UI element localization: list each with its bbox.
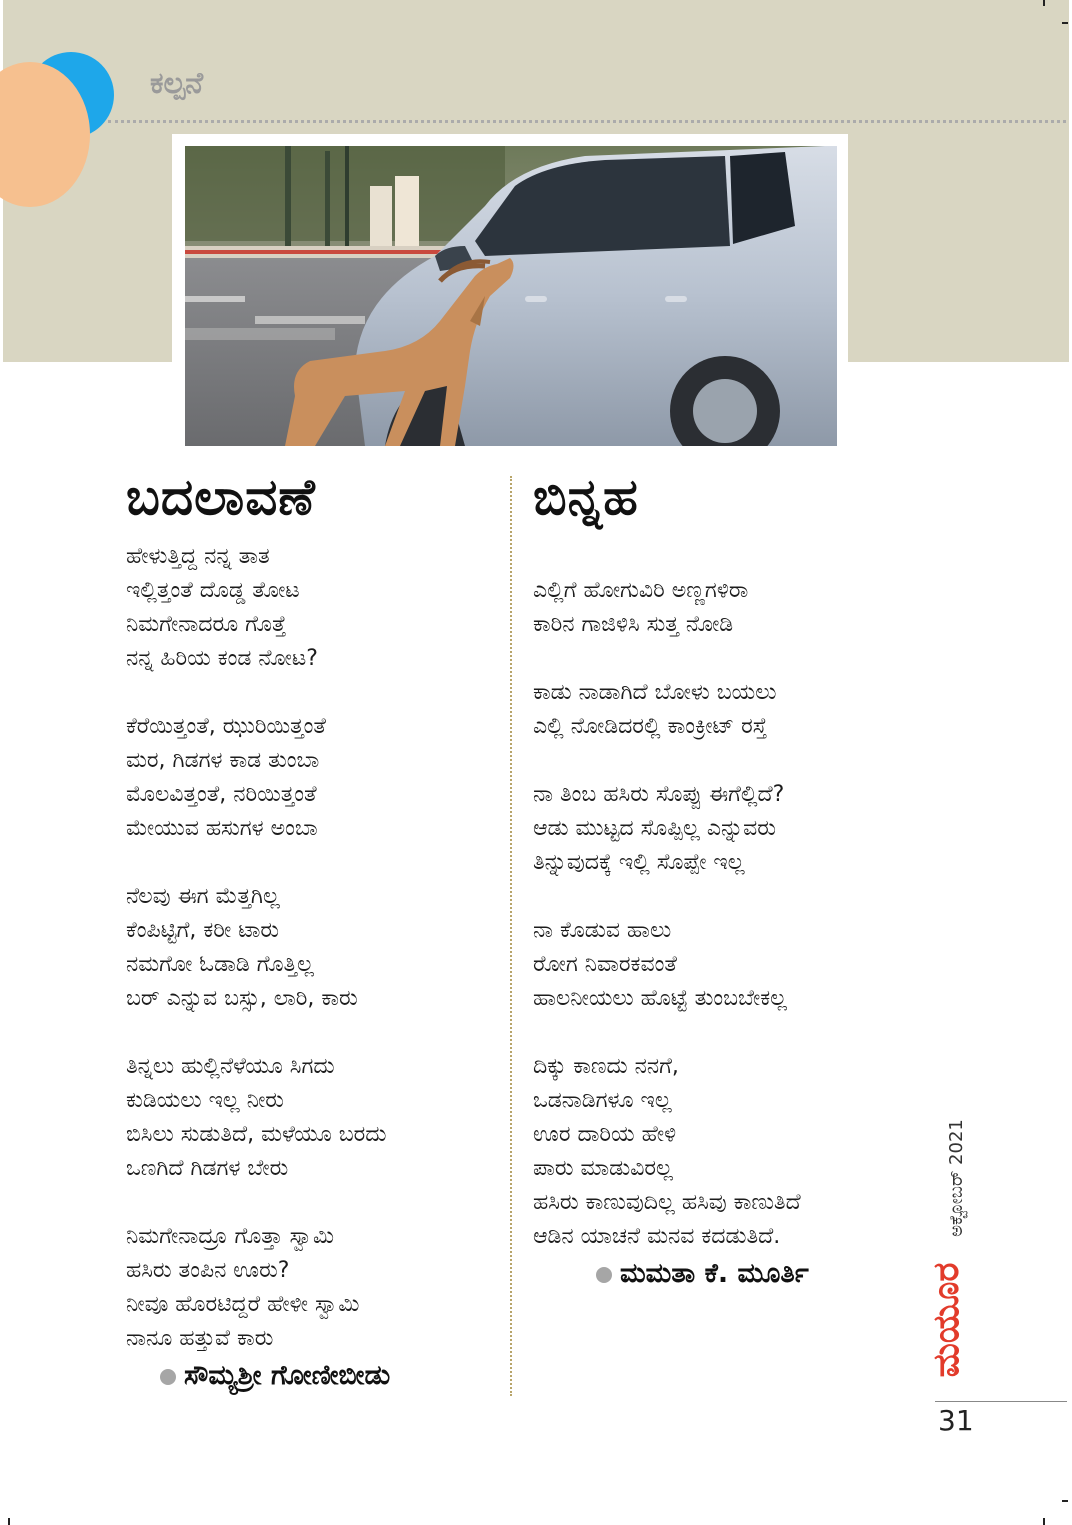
stanza — [126, 1050, 506, 1186]
poem-line: ಎಲ್ಲಿ ನೋಡಿದರಲ್ಲಿ ಕಾಂಕ್ರೀಟ್ ರಸ್ತೆ — [533, 714, 768, 739]
stanza — [126, 880, 506, 1016]
poem-line: ಮೇಯುವ ಹಸುಗಳ ಅಂಬಾ — [126, 816, 318, 841]
poem1-author — [160, 1360, 390, 1392]
poem-line: ಊರ ದಾರಿಯ ಹೇಳಿ — [533, 1122, 677, 1147]
poem-line: ತಿನ್ನಲು ಹುಲ್ಲಿನೆಳೆಯೂ ಸಿಗದು — [126, 1054, 335, 1079]
poem-line: ಇಲ್ಲಿತ್ತಂತೆ ದೊಡ್ಡ ತೋಟ — [126, 578, 300, 603]
poem-line: ನಾ ತಿಂಬ ಹಸಿರು ಸೊಪ್ಪು ಈಗೆಲ್ಲಿದೆ? — [533, 782, 785, 807]
poem-line: ರೋಗ ನಿವಾರಕವಂತೆ — [533, 952, 677, 977]
poem-line: ಹಾಲನೀಯಲು ಹೊಟ್ಟೆ ತುಂಬಬೇಕಲ್ಲ — [533, 986, 787, 1011]
footer-rule — [935, 1401, 1067, 1402]
poem2-author-name: ಮಮತಾ ಕೆ. ಮೂರ್ತಿ — [620, 1258, 809, 1289]
poem-line: ಬರ್ ಎನ್ನುವ ಬಸ್ಸು, ಲಾರಿ, ಕಾರು — [126, 986, 358, 1011]
poem-line: ಮೊಲವಿತ್ತಂತೆ, ನರಿಯಿತ್ತಂತೆ — [126, 782, 317, 807]
poem-line: ಕೆರೆಯಿತ್ತಂತೆ, ಝುರಿಯಿತ್ತಂತೆ — [126, 714, 326, 739]
column-divider — [510, 476, 512, 1396]
poem2-body — [533, 574, 913, 1288]
poem-line: ನಾನೂ ಹತ್ತುವೆ ಕಾರು — [126, 1326, 274, 1351]
issue-date: ಅಕ್ಟೋಬರ್ 2021 — [946, 1119, 967, 1237]
poem-line: ಒಣಗಿದೆ ಗಿಡಗಳ ಬೇರು — [126, 1156, 289, 1181]
crop-mark — [1062, 1500, 1068, 1502]
poem-line: ನಾ ಕೊಡುವ ಹಾಲು — [533, 918, 672, 943]
poem2-title: ಬಿನ್ನಹ — [533, 468, 639, 526]
poem-line: ಆಡು ಮುಟ್ಟದ ಸೊಪ್ಪಿಲ್ಲ ಎನ್ನುವರು — [533, 816, 776, 841]
stanza — [533, 1050, 913, 1254]
page-number: 31 — [938, 1404, 974, 1437]
stanza — [126, 540, 506, 676]
poem-line: ನೀವೂ ಹೊರಟಿದ್ದರೆ ಹೇಳೀ ಸ್ವಾಮಿ — [126, 1292, 360, 1317]
poem-line: ನಿಮಗೇನಾದ್ರೂ ಗೊತ್ತಾ ಸ್ವಾಮಿ — [126, 1224, 335, 1249]
bullet-dot — [160, 1369, 176, 1385]
poem1-body — [126, 540, 506, 1390]
stanza — [126, 710, 506, 846]
poem-line: ಕಾರಿನ ಗಾಜಿಳಿಸಿ ಸುತ್ತ ನೋಡಿ — [533, 612, 734, 637]
stanza — [533, 914, 913, 1016]
stanza — [533, 778, 913, 880]
magazine-name: ಮಯೂರ — [926, 1262, 967, 1378]
bullet-dot — [596, 1267, 612, 1283]
poem-line: ನಮಗೋ ಓಡಾಡಿ ಗೊತ್ತಿಲ್ಲ — [126, 952, 314, 977]
poem-line: ಕಾಡು ನಾಡಾಗಿದೆ ಬೋಳು ಬಯಲು — [533, 680, 777, 705]
poem-line: ಕೆಂಪಿಟ್ಟಿಗೆ, ಕರೀ ಟಾರು — [126, 918, 280, 943]
poem-line: ಹಸಿರು ತಂಪಿನ ಊರು? — [126, 1258, 290, 1283]
stanza — [126, 1220, 506, 1356]
poem-line: ಆಡಿನ ಯಾಚನೆ ಮನವ ಕದಡುತಿದೆ. — [533, 1224, 781, 1249]
poem-line: ತಿನ್ನುವುದಕ್ಕೆ ಇಲ್ಲಿ ಸೊಪ್ಪೇ ಇಲ್ಲ — [533, 850, 745, 875]
dotted-rule — [108, 120, 1066, 123]
poem-line: ಬಿಸಿಲು ಸುಡುತಿದೆ, ಮಳೆಯೂ ಬರದು — [126, 1122, 387, 1147]
crop-mark — [8, 1518, 10, 1525]
poem2-author — [596, 1258, 809, 1290]
stanza — [533, 574, 913, 642]
poem-line: ಮರ, ಗಿಡಗಳ ಕಾಡ ತುಂಬಾ — [126, 748, 320, 773]
poem1-title: ಬದಲಾವಣೆ — [126, 468, 316, 526]
crop-mark — [1062, 22, 1068, 24]
poem-line: ಒಡನಾಡಿಗಳೂ ಇಲ್ಲ — [533, 1088, 672, 1113]
crop-mark — [1043, 1518, 1045, 1525]
poem-line: ಪಾರು ಮಾಡುವಿರಲ್ಲ — [533, 1156, 673, 1181]
poem-line: ನಿಮಗೇನಾದರೂ ಗೊತ್ತೆ — [126, 612, 287, 637]
poem-line: ಎಲ್ಲಿಗೆ ಹೋಗುವಿರಿ ಅಣ್ಣಗಳಿರಾ — [533, 578, 749, 603]
poem-line: ದಿಕ್ಕು ಕಾಣದು ನನಗೆ, — [533, 1054, 679, 1079]
poem-line: ಹೇಳುತ್ತಿದ್ದ ನನ್ನ ತಾತ — [126, 544, 270, 569]
crop-mark — [1043, 0, 1045, 6]
poem-line: ಹಸಿರು ಕಾಣುವುದಿಲ್ಲ ಹಸಿವು ಕಾಣುತಿದೆ — [533, 1190, 801, 1215]
section-label: ಕಲ್ಪನೆ — [150, 66, 204, 101]
poem-line: ನೆಲವು ಈಗ ಮೆತ್ತಗಿಲ್ಲ — [126, 884, 280, 909]
poem-line: ನನ್ನ ಹಿರಿಯ ಕಂಡ ನೋಟ? — [126, 646, 318, 671]
stanza — [533, 676, 913, 744]
poem-line: ಕುಡಿಯಲು ಇಲ್ಲ ನೀರು — [126, 1088, 284, 1113]
poem1-author-name: ಸೌಮ್ಯಶ್ರೀ ಗೋಣೀಬೀಡು — [184, 1360, 391, 1391]
goat-car-photo — [185, 146, 837, 446]
